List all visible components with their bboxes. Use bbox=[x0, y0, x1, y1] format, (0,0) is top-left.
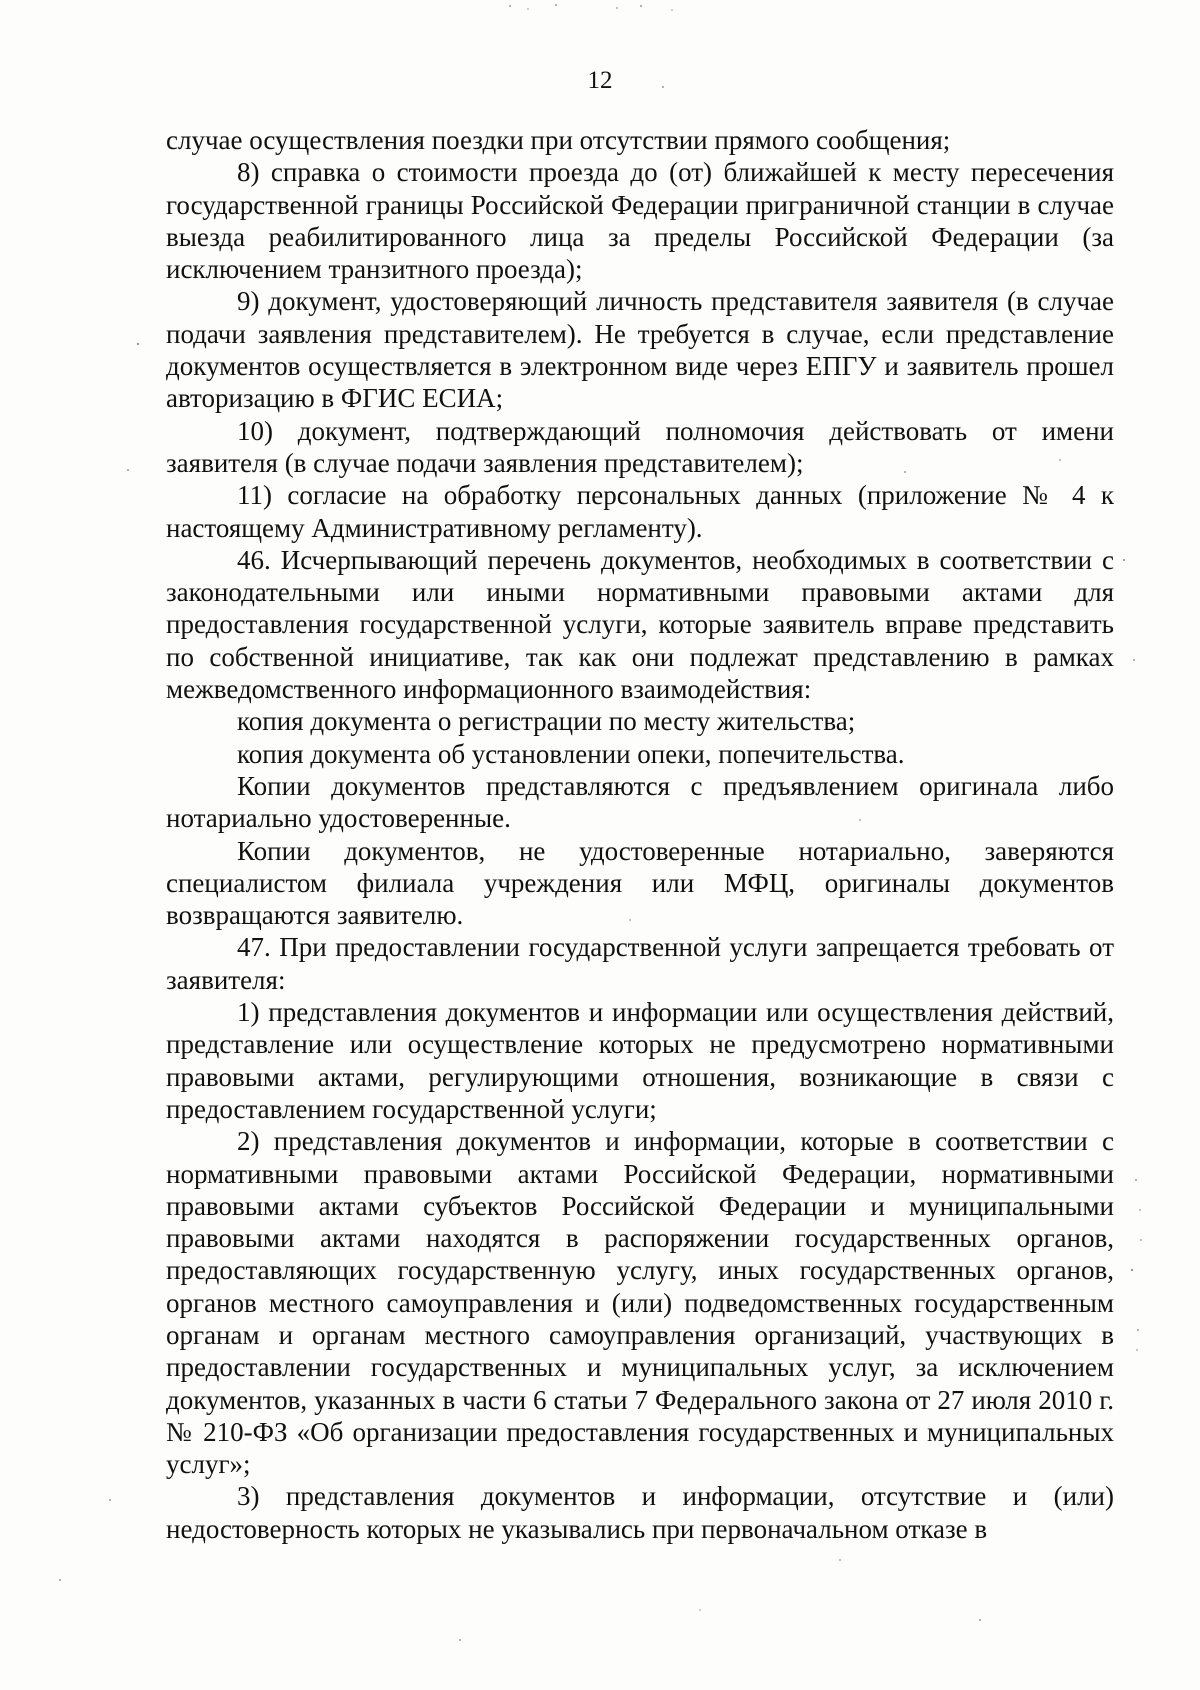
paragraph-transport-no-direct-route: случае осуществления поездки при отсутствии прямого сообщения; bbox=[166, 125, 951, 155]
paragraph-guardianship-copy: копия документа об установлении опеки, попечительства. bbox=[237, 738, 905, 769]
paragraph-item-8-fare-certificate: 8) справка о стоимости проезда до (от) ближайшей к месту пересечения государственной границы Российской Федерации приграничной станции в случае выезда реабилитированного лица за пределы Российской Федерации (за исключением транзитного проезда); bbox=[166, 157, 1114, 285]
paragraph-copies-with-original: Копии документов представляются с предъявлением оригинала либо нотариально удостоверенные. bbox=[166, 770, 1114, 834]
paragraph-prohibition-2: 2) представления документов и информации, которые в соответствии с нормативными правовыми актами Российской Федерации, нормативными правовыми актами субъектов Российской Федерации и муниципальными правовыми актами находятся в распоряжении государственных органов, предоставляющих государственную услугу, иных государственных органов, органов местного самоуправления и (или) подведомственных государственным органам и органам местного самоуправления организаций, участвующих в предоставлении государственных и муниципальных услуг, за исключением документов, указанных в части 6 статьи 7 Федерального закона от 27 июля 2010 г. № 210-ФЗ «Об организации предоставления государственных и муниципальных услуг»; bbox=[166, 1126, 1114, 1480]
paragraph-item-9-representative-id: 9) документ, удостоверяющий личность представителя заявителя (в случае подачи заявления представителем). Не требуется в случае, если представление документов осуществляется в электронном виде через ЕПГУ и заявитель прошел авторизацию в ФГИС ЕСИА; bbox=[166, 286, 1114, 414]
paragraph-section-47: 47. При предоставлении государственной услуги запрещается требовать от заявителя: bbox=[166, 932, 1114, 995]
paragraph-prohibition-1: 1) представления документов и информации или осуществления действий, представление или осуществление которых не предусмотрено нормативными правовыми актами, регулирующими отношения, возникающие в связи с предоставлением государственной услуги; bbox=[166, 997, 1114, 1124]
page-number: 12 bbox=[587, 67, 613, 94]
paragraph-item-10-authority-document: 10) документ, подтверждающий полномочия действовать от имени заявителя (в случае подачи заявления представителем); bbox=[166, 415, 1114, 478]
paragraph-item-11-data-consent: 11) согласие на обработку персональных данных (приложение № 4 к настоящему Административному регламенту). bbox=[166, 480, 1114, 543]
paragraph-section-46: 46. Исчерпывающий перечень документов, необходимых в соответствии с законодательными или иными нормативными правовыми актами для предоставления государственной услуги, которые заявитель вправе представить по собственной инициативе, так как они подлежат представлению в рамках межведомственного информационного взаимодействия: bbox=[166, 544, 1114, 705]
paragraph-copies-certification: Копии документов, не удостоверенные нотариально, заверяются специалистом филиала учреждения или МФЦ, оригиналы документов возвращаются заявителю. bbox=[166, 835, 1114, 931]
document-body bbox=[166, 124, 1114, 1545]
paragraph-registration-copy: копия документа о регистрации по месту жительства; bbox=[237, 706, 856, 737]
paragraph-prohibition-3: 3) представления документов и информации, отсутствие и (или) недостоверность которых не указывались при первоначальном отказе в bbox=[166, 1481, 1114, 1544]
